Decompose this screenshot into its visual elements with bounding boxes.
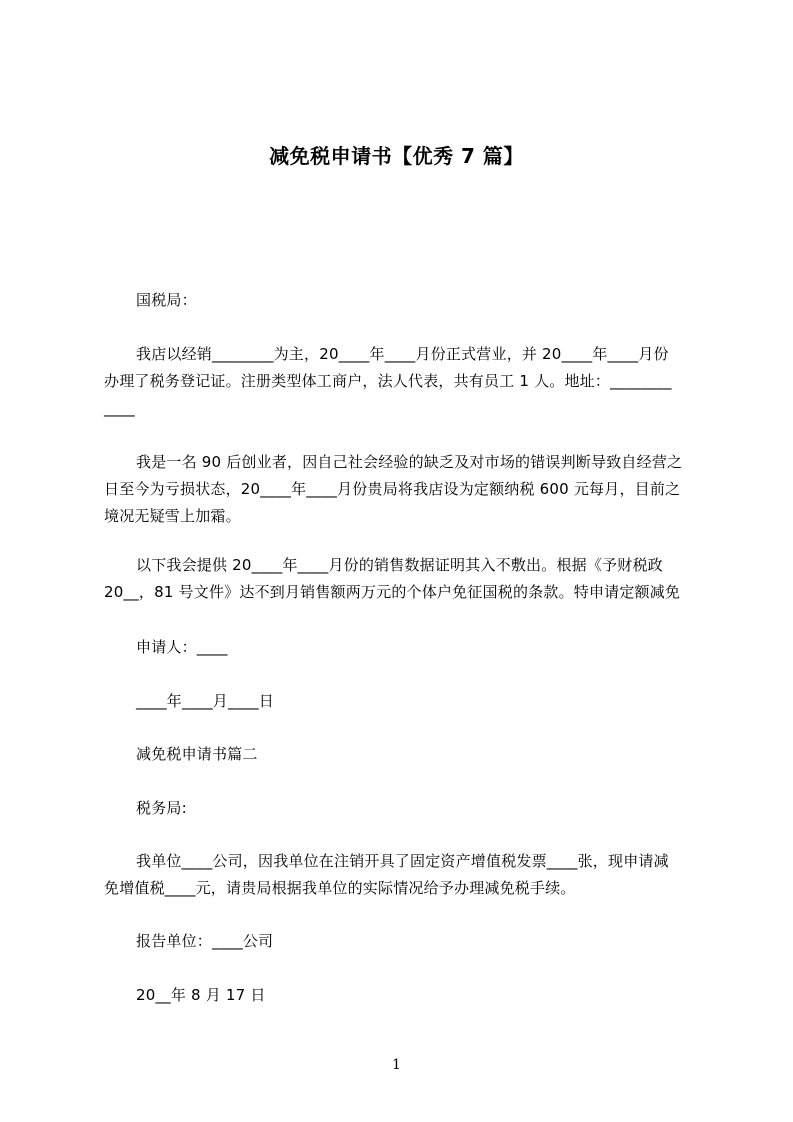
page-number: 1 bbox=[392, 1057, 401, 1073]
letter1-applicant: 申请人：____ bbox=[136, 638, 228, 656]
letter1-date: ____年____月____日 bbox=[136, 692, 275, 710]
letter1-p1-line3: ____ bbox=[104, 399, 135, 417]
letter2-report-unit: 报告单位：____公司 bbox=[136, 932, 274, 950]
letter1-p3-line2: 20__，81 号文件》达不到月销售额两万元的个体户免征国税的条款。特申请定额减免 bbox=[104, 583, 681, 601]
letter1-salutation: 国税局： bbox=[136, 291, 197, 309]
letter2-heading: 减免税申请书篇二 bbox=[136, 745, 258, 763]
letter2-p1-line2: 免增值税____元，请贵局根据我单位的实际情况给予办理减免税手续。 bbox=[104, 879, 576, 897]
letter2-salutation: 税务局: bbox=[136, 799, 187, 817]
letter2-p1-line1: 我单位____公司，因我单位在注销开具了固定资产增值税发票____张，现申请减 bbox=[136, 852, 669, 870]
letter2-date: 20__年 8 月 17 日 bbox=[136, 986, 266, 1004]
document-title: 减免税申请书【优秀 7 篇】 bbox=[269, 144, 524, 168]
letter1-p2-line3: 境况无疑雪上加霜。 bbox=[104, 507, 241, 525]
letter1-p2-line2: 日至今为亏损状态，20____年____月份贵局将我店设为定额纳税 600 元每月，目前之 bbox=[104, 480, 681, 498]
letter1-p2-line1: 我是一名 90 后创业者，因自己社会经验的缺乏及对市场的错误判断导致自经营之 bbox=[136, 453, 683, 471]
letter1-p1-line2: 办理了税务登记证。注册类型体工商户，法人代表，共有员工 1 人。地址：________ bbox=[104, 372, 672, 390]
letter1-p1-line1: 我店以经销________为主，20____年____月份正式营业，并 20____年____月份 bbox=[136, 345, 669, 363]
letter1-p3-line1: 以下我会提供 20____年____月份的销售数据证明其入不敷出。根据《予财税政 bbox=[136, 556, 663, 574]
